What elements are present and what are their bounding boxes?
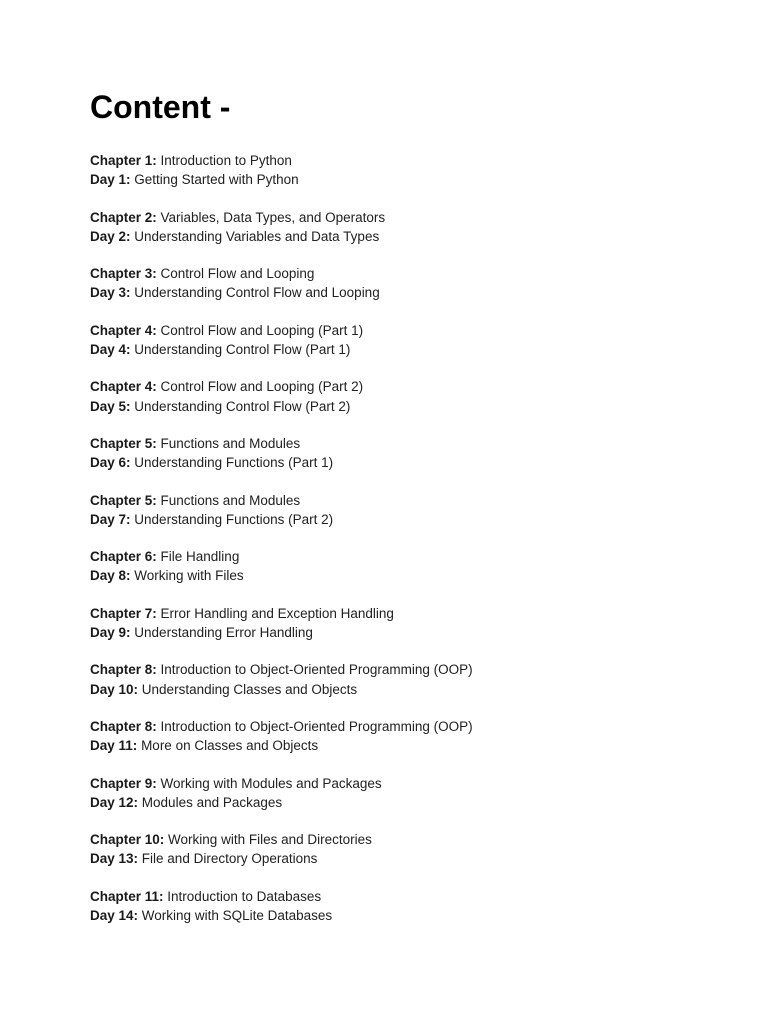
day-line xyxy=(90,736,708,755)
toc-list xyxy=(90,151,708,925)
day-title: File and Directory Operations xyxy=(141,851,318,867)
day-line xyxy=(90,906,708,925)
day-title: Working with Files xyxy=(134,568,244,584)
day-line xyxy=(90,510,708,529)
chapter-line xyxy=(90,660,708,679)
chapter-title: Functions and Modules xyxy=(160,492,301,508)
day-label: Day 4: xyxy=(90,342,131,358)
chapter-title: Introduction to Object-Oriented Programming (OOP) xyxy=(160,718,473,734)
day-label: Day 10: xyxy=(90,681,139,697)
chapter-label: Chapter 7: xyxy=(90,605,157,621)
day-label: Day 8: xyxy=(90,568,131,584)
chapter-title: Variables, Data Types, and Operators xyxy=(160,209,386,225)
chapter-label: Chapter 4: xyxy=(90,322,157,338)
day-line xyxy=(90,680,708,699)
day-title: More on Classes and Objects xyxy=(141,738,319,754)
day-label: Day 2: xyxy=(90,228,131,244)
day-title: Understanding Functions (Part 2) xyxy=(134,511,334,527)
chapter-line xyxy=(90,264,708,283)
day-title: Understanding Classes and Objects xyxy=(141,681,358,697)
day-label: Day 13: xyxy=(90,851,139,867)
chapter-label: Chapter 3: xyxy=(90,266,157,282)
day-label: Day 1: xyxy=(90,172,131,188)
day-title: Understanding Variables and Data Types xyxy=(134,228,380,244)
toc-entry xyxy=(90,717,708,756)
toc-entry xyxy=(90,151,708,190)
day-title: Getting Started with Python xyxy=(134,172,299,188)
chapter-line xyxy=(90,434,708,453)
day-label: Day 5: xyxy=(90,398,131,414)
toc-entry xyxy=(90,887,708,926)
chapter-line xyxy=(90,208,708,227)
chapter-label: Chapter 1: xyxy=(90,153,157,168)
day-line xyxy=(90,566,708,585)
toc-entry xyxy=(90,491,708,530)
toc-entry xyxy=(90,377,708,416)
chapter-label: Chapter 5: xyxy=(90,492,157,508)
chapter-label: Chapter 4: xyxy=(90,379,157,395)
chapter-label: Chapter 10: xyxy=(90,832,165,848)
day-label: Day 7: xyxy=(90,511,131,527)
chapter-line xyxy=(90,547,708,566)
chapter-line xyxy=(90,774,708,793)
day-label: Day 6: xyxy=(90,455,131,471)
day-title: Modules and Packages xyxy=(141,794,283,810)
day-line xyxy=(90,170,708,189)
day-line xyxy=(90,283,708,302)
chapter-title: Working with Files and Directories xyxy=(168,832,372,848)
chapter-title: Introduction to Python xyxy=(160,153,292,168)
day-label: Day 3: xyxy=(90,285,131,301)
chapter-line xyxy=(90,377,708,396)
chapter-line xyxy=(90,887,708,906)
day-title: Understanding Control Flow (Part 2) xyxy=(134,398,351,414)
chapter-label: Chapter 2: xyxy=(90,209,157,225)
chapter-title: Working with Modules and Packages xyxy=(160,775,382,791)
day-line xyxy=(90,793,708,812)
day-line xyxy=(90,623,708,642)
chapter-title: Error Handling and Exception Handling xyxy=(160,605,394,621)
chapter-line xyxy=(90,321,708,340)
day-line xyxy=(90,340,708,359)
chapter-title: Introduction to Databases xyxy=(167,888,322,904)
chapter-title: Control Flow and Looping (Part 1) xyxy=(160,322,364,338)
chapter-title: File Handling xyxy=(160,549,240,565)
chapter-line xyxy=(90,151,708,170)
chapter-label: Chapter 9: xyxy=(90,775,157,791)
day-label: Day 14: xyxy=(90,908,139,924)
toc-entry xyxy=(90,434,708,473)
day-title: Working with SQLite Databases xyxy=(141,908,333,924)
chapter-label: Chapter 8: xyxy=(90,662,157,678)
day-line xyxy=(90,453,708,472)
day-line xyxy=(90,397,708,416)
day-title: Understanding Functions (Part 1) xyxy=(134,455,334,471)
toc-entry xyxy=(90,604,708,643)
page-title: Content - xyxy=(90,89,231,125)
chapter-line xyxy=(90,717,708,736)
chapter-title: Functions and Modules xyxy=(160,435,301,451)
day-title: Understanding Control Flow and Looping xyxy=(134,285,380,301)
toc-entry xyxy=(90,830,708,869)
toc-entry xyxy=(90,547,708,586)
toc-entry xyxy=(90,321,708,360)
chapter-title: Introduction to Object-Oriented Programming (OOP) xyxy=(160,662,473,678)
toc-entry xyxy=(90,208,708,247)
day-title: Understanding Error Handling xyxy=(134,625,313,641)
chapter-label: Chapter 8: xyxy=(90,718,157,734)
toc-entry xyxy=(90,660,708,699)
day-label: Day 11: xyxy=(90,738,138,754)
day-label: Day 12: xyxy=(90,794,139,810)
day-line xyxy=(90,849,708,868)
chapter-title: Control Flow and Looping xyxy=(160,266,315,282)
toc-entry xyxy=(90,264,708,303)
chapter-title: Control Flow and Looping (Part 2) xyxy=(160,379,364,395)
chapter-label: Chapter 5: xyxy=(90,435,157,451)
chapter-line xyxy=(90,491,708,510)
day-label: Day 9: xyxy=(90,625,131,641)
day-title: Understanding Control Flow (Part 1) xyxy=(134,342,351,358)
chapter-line xyxy=(90,604,708,623)
chapter-label: Chapter 11: xyxy=(90,888,164,904)
chapter-line xyxy=(90,830,708,849)
toc-entry xyxy=(90,774,708,813)
chapter-label: Chapter 6: xyxy=(90,549,157,565)
day-line xyxy=(90,227,708,246)
